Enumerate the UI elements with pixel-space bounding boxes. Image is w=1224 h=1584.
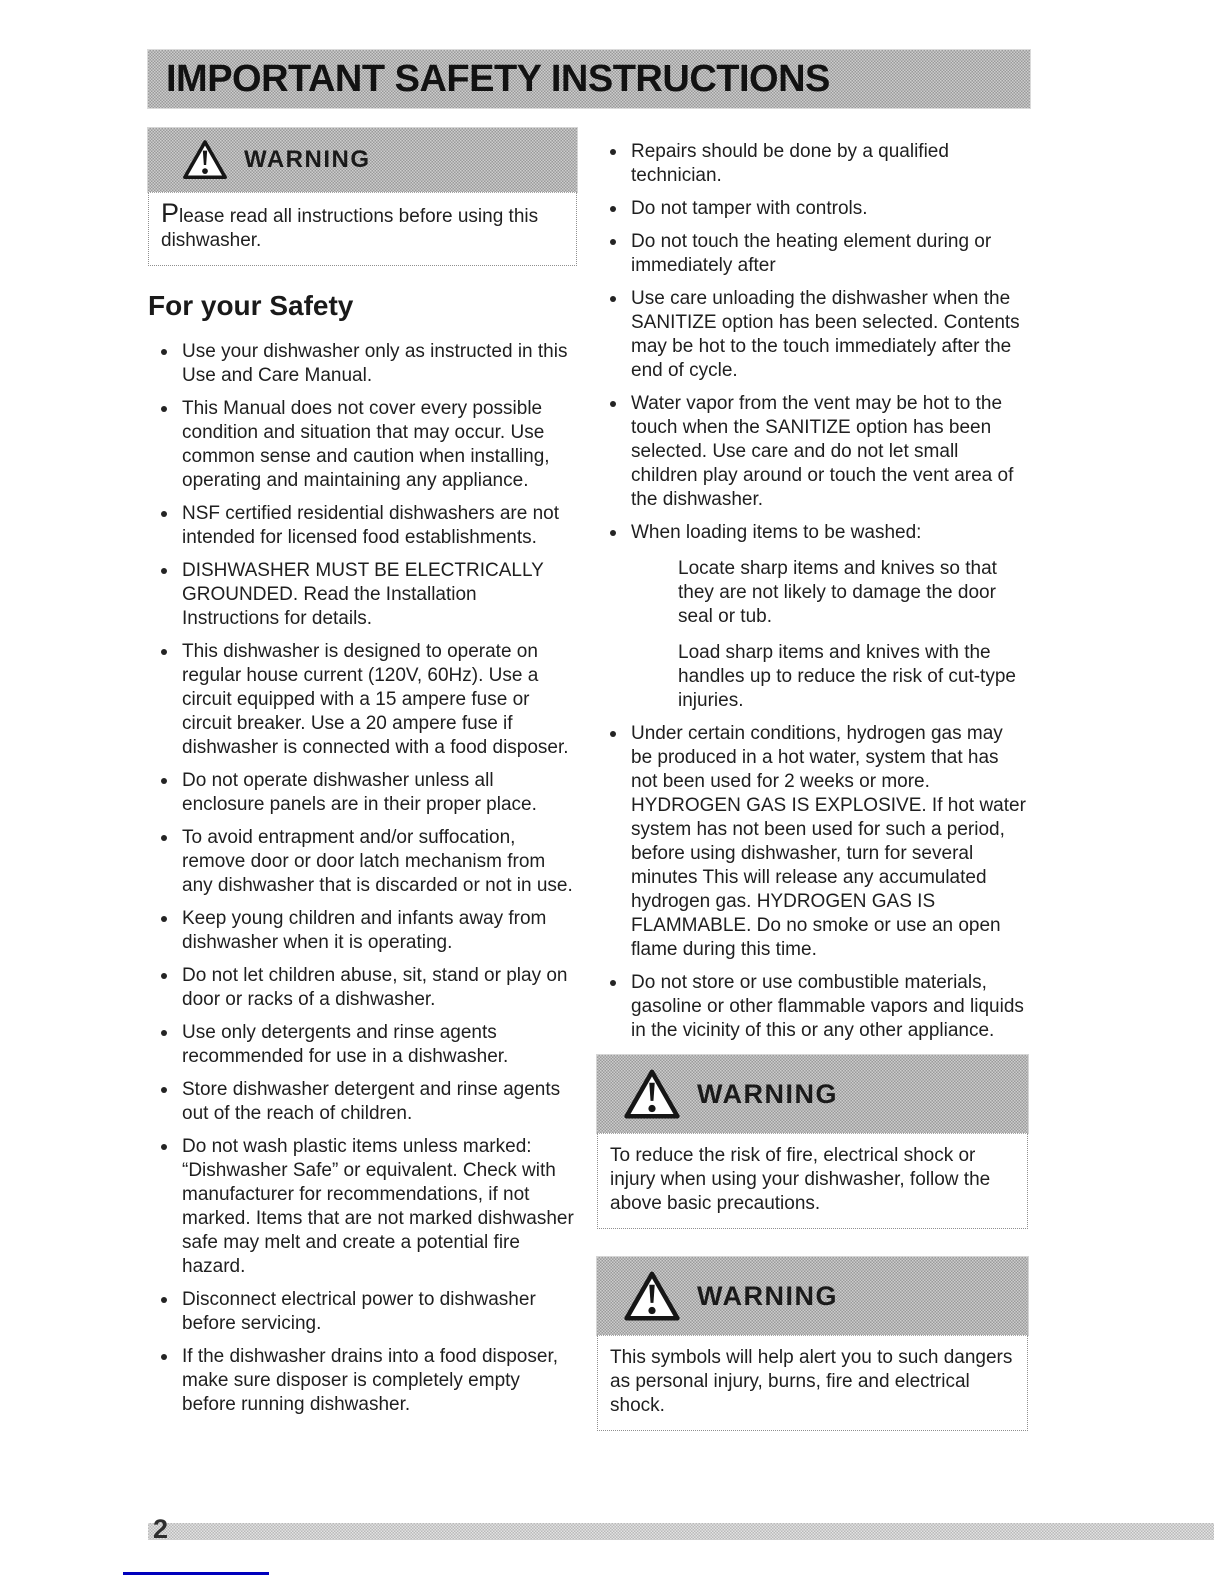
- warning-label: WARNING: [697, 1078, 838, 1109]
- warning-triangle-icon: [182, 139, 228, 181]
- list-item: NSF certified residential dishwashers are not intended for licensed food establishments.: [148, 502, 577, 550]
- warning-box-header: [597, 1257, 1028, 1335]
- warning-label: WARNING: [697, 1280, 838, 1311]
- warning-triangle-icon: [623, 1068, 681, 1121]
- list-item: Use care unloading the dishwasher when the SANITIZE option has been selected. Contents may be hot to the touch immediately after the end of cycle.: [597, 287, 1028, 383]
- page-number: 2: [153, 1514, 169, 1544]
- left-column: [148, 128, 577, 1426]
- warning-text: To reduce the risk of fire, electrical shock or injury when using your dishwasher, follow the above basic precautions.: [597, 1133, 1028, 1229]
- list-item: DISHWASHER MUST BE ELECTRICALLY GROUNDED. Read the Installation Instructions for details.: [148, 559, 577, 631]
- warning-box-symbols: [597, 1257, 1028, 1431]
- list-item: Disconnect electrical power to dishwasher before servicing.: [148, 1288, 577, 1336]
- warning-label: WARNING: [244, 146, 371, 173]
- list-item: This Manual does not cover every possible condition and situation that may occur. Use common sense and caution when installing, operating and maintaining any appliance.: [148, 397, 577, 493]
- loading-sub-paragraph: Locate sharp items and knives so that they are not likely to damage the door seal or tub.: [678, 558, 997, 627]
- list-item: Keep young children and infants away from dishwasher when it is operating.: [148, 907, 577, 955]
- safety-list-continued: [597, 140, 1028, 1043]
- list-item: Repairs should be done by a qualified technician.: [597, 140, 1028, 188]
- list-item: Do not store or use combustible materials, gasoline or other flammable vapors and liquids in the vicinity of this or any other appliance.: [597, 971, 1028, 1043]
- warning-box-header: [148, 128, 577, 192]
- list-item: Use your dishwasher only as instructed in this Use and Care Manual.: [148, 340, 577, 388]
- list-item: Under certain conditions, hydrogen gas may be produced in a hot water, system that has not been used for 2 weeks or more. HYDROGEN GAS IS EXPLOSIVE. If hot water system has not been used for such a period, before using dishwasher, turn for several minutes This will release any accumulated hydrogen gas. HYDROGEN GAS IS FLAMMABLE. Do no smoke or use an open flame during this time.: [597, 722, 1028, 962]
- warning-box-fire-shock: [597, 1055, 1028, 1229]
- title-banner: [148, 50, 1030, 108]
- link-underline-mark: [123, 1572, 269, 1575]
- list-item: Do not wash plastic items unless marked: “Dishwasher Safe” or equivalent. Check with manufacturer for recommendations, if not marked. Items that are not marked dishwasher safe may melt and create a potential fire hazard.: [148, 1135, 577, 1279]
- list-item: Do not operate dishwasher unless all enclosure panels are in their proper place.: [148, 769, 577, 817]
- list-item: Do not tamper with controls.: [597, 197, 1028, 221]
- list-item: Store dishwasher detergent and rinse agents out of the reach of children.: [148, 1078, 577, 1126]
- list-item: Water vapor from the vent may be hot to the touch when the SANITIZE option has been selected. Use care and do not let small children play around or touch the vent area of the dishwasher.: [597, 392, 1028, 512]
- list-item: If the dishwasher drains into a food disposer, make sure disposer is completely empty before running dishwasher.: [148, 1345, 577, 1417]
- right-column: [597, 140, 1028, 1431]
- warning-text: Please read all instructions before using this dishwasher.: [148, 192, 577, 266]
- loading-sub-paragraph: Load sharp items and knives with the handles up to reduce the risk of cut-type injuries.: [678, 642, 1016, 711]
- list-item: Do not let children abuse, sit, stand or play on door or racks of a dishwasher.: [148, 964, 577, 1012]
- list-item-loading: [597, 521, 1028, 713]
- list-item: Use only detergents and rinse agents recommended for use in a dishwasher.: [148, 1021, 577, 1069]
- warning-box-header: [597, 1055, 1028, 1133]
- page-title: IMPORTANT SAFETY INSTRUCTIONS: [166, 57, 830, 100]
- footer-rule: [148, 1523, 1214, 1540]
- safety-section-heading: For your Safety: [148, 290, 354, 321]
- warning-triangle-icon: [623, 1270, 681, 1323]
- warning-text: This symbols will help alert you to such dangers as personal injury, burns, fire and electrical shock.: [597, 1335, 1028, 1431]
- list-item: This dishwasher is designed to operate on regular house current (120V, 60Hz). Use a circuit equipped with a 15 ampere fuse or circuit breaker. Use a 20 ampere fuse if dishwasher is connected with a food disposer.: [148, 640, 577, 760]
- loading-lead: When loading items to be washed:: [631, 522, 922, 543]
- safety-list: [148, 340, 577, 1417]
- list-item: Do not touch the heating element during or immediately after: [597, 230, 1028, 278]
- warning-box-read-instructions: [148, 128, 577, 266]
- list-item: To avoid entrapment and/or suffocation, remove door or door latch mechanism from any dishwasher that is discarded or not in use.: [148, 826, 577, 898]
